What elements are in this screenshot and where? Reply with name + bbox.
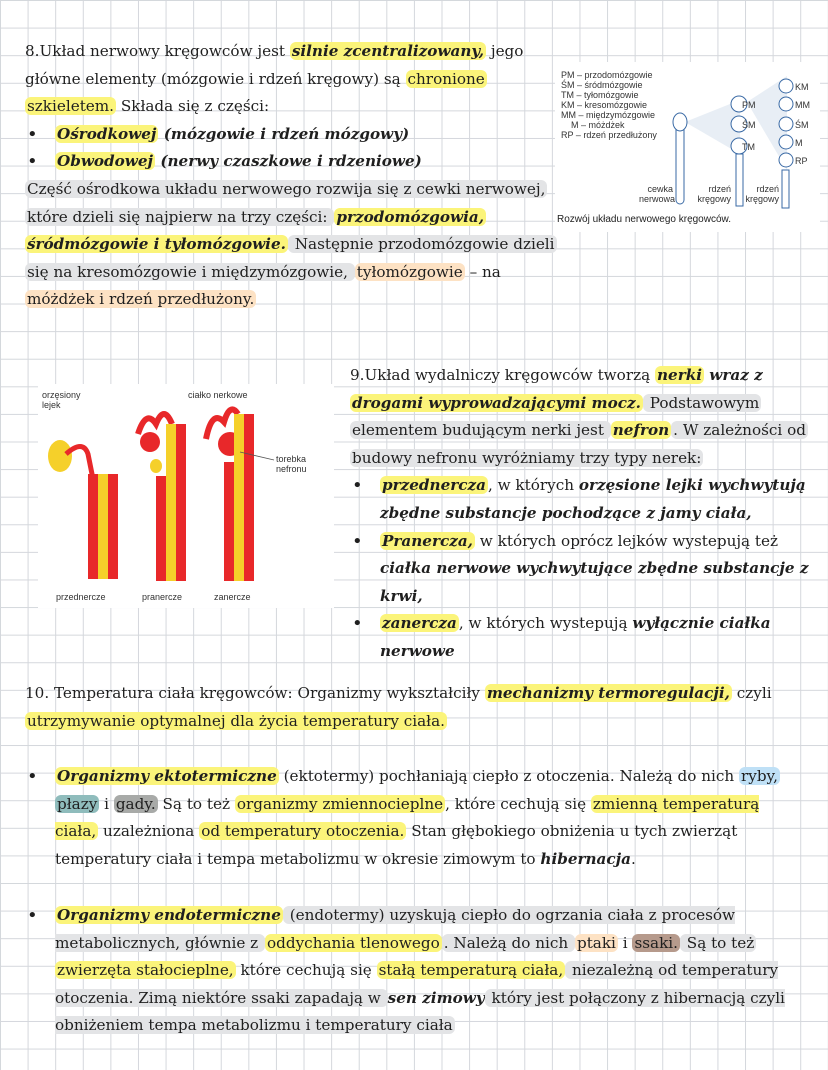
label-cialko: ciałko nerkowe [188,390,248,400]
legend-rp: RP – rdzeń przedłużony [561,130,657,140]
legend-sm: ŚM – śródmózgowie [561,80,643,90]
nephron-diagram [38,384,334,584]
vesicle-km [779,79,793,93]
s9-bullets [350,472,810,665]
ekto-list [25,763,795,873]
label-sm-r: ŚM [795,120,809,130]
vessel-2 [98,474,108,579]
s9-line4: budowy nefronu wyróżniamy trzy typy nerek: [352,448,702,467]
label-rdzen-1: rdzeń kręgowy [697,184,731,204]
s10-line1: 10. Temperatura ciała kręgowców: Organizmy wykształciły mechanizmy termoregulacji, czyli [25,684,772,702]
vessel-3 [176,424,186,581]
label-rp: RP [795,156,808,166]
label-m: M [795,138,803,148]
vesicle-sm2 [779,117,793,131]
spinal-cord-5 [782,170,789,208]
label-cewka: cewka nerwowa [639,184,676,204]
s9-line1: 9.Układ wydalniczy kręgowców tworzą nerki wraz z [350,366,763,384]
section-9 [350,362,810,666]
legend-m: M – móżdżek [571,120,625,130]
caption-zanercze: zanercze [214,592,251,602]
s8-bullets [25,121,565,176]
label-km: KM [795,82,809,92]
nephron-przednercze [48,440,118,579]
legend-tm: TM – tyłomózgowie [561,90,639,100]
vessel-1 [224,462,234,581]
list-item: • zanercza , w których wystepują wyłącznie ciałka nerwowe [350,610,810,665]
list-item: • Organizmy endotermiczne (endotermy) uzyskują ciepło do ogrzania ciała z procesów metabolicznych, głównie z oddychania tlenowego . Należą do nich ptaki i ssaki. Są to też zwierzęta stałocieplne, które cechują się stałą temperaturą ciała, niezależną od temperatury otoczenia. Zimą niektóre ssaki zapadają w sen zimowy który jest połączony z hibernacją czyli obniżeniem tempa metabolizmu i temperatury ciała [25,902,795,1040]
endotermy-block [25,902,795,1040]
caption-przednercze: przednercze [56,592,106,602]
label-mm: MM [795,100,810,110]
ektotermy-block [25,763,795,873]
label-sm: ŚM [742,120,756,130]
vesicle-m [779,135,793,149]
vessel-2 [234,414,244,581]
label-lejek: orzęsiony lejek [42,390,81,410]
s8-line2: główne elementy (mózgowie i rdzeń kręgowy) są chronione [25,69,485,88]
vessel-3 [108,474,118,579]
vessel-1 [88,474,98,579]
s8-para4: się na kresomózgowie i międzymózgowie, tyłomózgowie – na [27,262,501,281]
figure-caption: Rozwój układu nerwowego kręgowców. [557,214,731,225]
nephron-figure [38,384,334,608]
s10-line2: utrzymywanie optymalnej dla życia temperatury ciała. [27,711,445,730]
section-8 [25,38,565,314]
legend-km: KM – kresomózgowie [561,100,648,110]
vesicle-rp [779,153,793,167]
s9-line2: drogami wyprowadzającymi mocz. Podstawowym [352,393,760,412]
s9-line3: elementem budującym nerki jest nefron . W zależności od [352,421,806,440]
legend-pm: PM – przodomózgowie [561,70,653,80]
vessel-2 [166,424,176,581]
funnel [48,440,72,472]
vessel-1 [156,476,166,581]
neural-tube-diagram [555,62,820,212]
legend-mm: MM – międzymózgowie [561,110,656,120]
label-rdzen-2: rdzeń kręgowy [745,184,779,204]
list-item: • Organizmy ektotermiczne (ektotermy) pochłaniają ciepło z otoczenia. Należą do nich ryby, płazy i gady. Są to też organizmy zmiennocieplne , które cechują się zmienną temperaturą ciała, uzależniona od temperatury otoczenia. Stan głębokiego obniżenia u tych zwierząt temperatury ciała i tempa metabolizmu w okresie zimowym to hibernacja. [25,763,795,873]
funnel [150,459,162,473]
caption-pranercze: pranercze [142,592,183,602]
s8-para5: móżdżek i rdzeń przedłużony. [27,290,255,309]
nervous-system-figure [555,62,820,232]
vesicle-mm [779,97,793,111]
nephron-zanercze [206,410,274,582]
neural-tube [676,122,684,204]
s8-line3: szkieletem. Składa się z części: [27,97,270,116]
endo-list [25,902,795,1040]
list-item: • Obwodowej (nerwy czaszkowe i rdzeniowe) [25,148,565,176]
vessel-3 [244,414,254,581]
s8-line1: 8.Układ nerwowy kręgowców jest silnie zcentralizowany, jego [25,42,524,60]
s8-para3: śródmózgowie i tyłomózgowie. Następnie przodomózgowie dzieli [27,235,555,254]
label-pm: PM [742,100,756,110]
label-torebka: torebka nefronu [276,454,307,474]
neural-tube-head [673,113,687,131]
s8-para2: które dzieli się najpierw na trzy części: przodomózgowia, [27,207,485,226]
section-10 [25,680,815,735]
corpuscle [140,432,160,452]
list-item: • Ośrodkowej (mózgowie i rdzeń mózgowy) [25,121,565,149]
nephron-pranercze [138,414,186,581]
list-item: • Pranercza, w których oprócz lejków wystepują też ciałka nerwowe wychwytujące zbędne substancje z krwi, [350,528,810,611]
s8-para1: Część ośrodkowa układu nerwowego rozwija się z cewki nerwowej, [27,179,546,198]
list-item: • przednercza , w których orzęsione lejki wychwytują zbędne substancje pochodzące z jamy ciała, [350,472,810,527]
label-tm: TM [742,142,755,152]
